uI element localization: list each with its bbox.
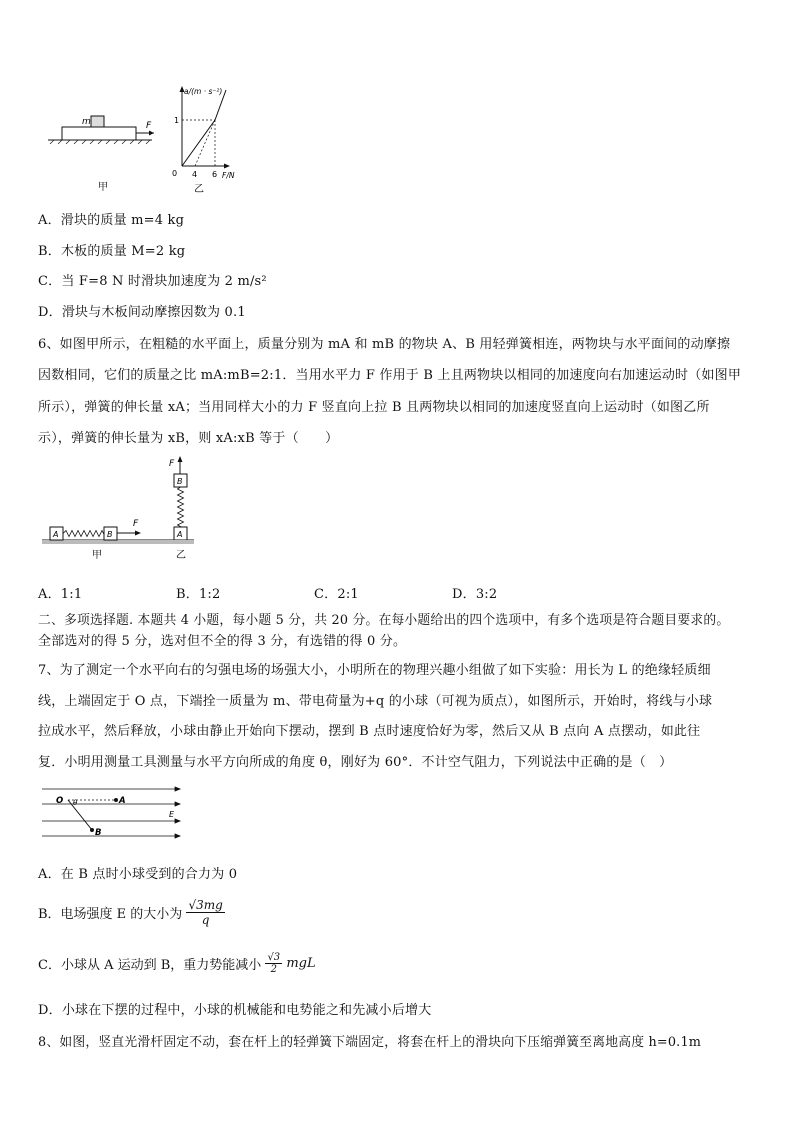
q6-option-c: C．2:1: [314, 587, 359, 602]
q6-text-line2: 因数相同，它们的质量之比 mA:mB=2:1．当用水平力 F 作用于 B 上且两物块以相同的加速度向右加速运动时（如图甲: [38, 368, 742, 383]
q7-option-b: [38, 898, 225, 927]
q5-option-a: A．滑块的质量 m=4 kg: [38, 213, 185, 228]
q7-option-c-suffix: mgL: [286, 956, 316, 971]
origin-label: 0: [172, 169, 178, 178]
spring-blocks-figure: [38, 452, 208, 570]
svg-text:O: O: [56, 796, 64, 806]
q6-text-line4: 示），弹簧的伸长量为 xB，则 xA:xB 等于（ ）: [38, 431, 339, 446]
x-axis-label: F/N: [222, 171, 235, 180]
q6-option-a: A．1:1: [38, 587, 83, 602]
q5-option-b: B．木板的质量 M=2 kg: [38, 244, 186, 259]
board-block-diagram: [48, 116, 154, 144]
q7-option-d: D．小球在下摆的过程中，小球的机械能和电势能之和先减小后增大: [38, 1003, 432, 1018]
q7-option-c-text: C．小球从 A 运动到 B，重力势能减小: [38, 958, 262, 973]
q7-text-line1: 7、为了测定一个水平向右的匀强电场的场强大小，小明所在的物理兴趣小组做了如下实验：用长为 L 的绝缘轻质细: [38, 663, 711, 678]
q6-text-line3: 所示），弹簧的伸长量 xA；当用同样大小的力 F 竖直向上拉 B 且两物块以相同的加速度竖直向上运动时（如图乙所: [38, 400, 710, 415]
q7-text-line2: 线，上端固定于 O 点，下端拴一质量为 m、带电荷量为+q 的小球（可视为质点），如图所示，开始时，将线与小球: [38, 694, 713, 709]
svg-text:θ: θ: [73, 799, 78, 807]
y-tick-1: 1: [174, 116, 180, 125]
acceleration-force-graph: [180, 86, 231, 169]
q7-option-c-numerator: √3: [267, 952, 281, 963]
q8-text-line1: 8、如图，竖直光滑杆固定不动，套在杆上的轻弹簧下端固定，将套在杆上的滑块向下压缩弹簧至离地高度 h=0.1m: [38, 1035, 702, 1050]
svg-text:B: B: [177, 477, 183, 486]
q6-option-b: B．1:2: [176, 587, 221, 602]
q6-option-d: D．3:2: [452, 587, 498, 602]
svg-text:甲: 甲: [92, 550, 102, 561]
svg-text:乙: 乙: [176, 550, 186, 561]
q7-option-c: [38, 952, 316, 975]
svg-text:E: E: [169, 810, 175, 819]
q5-option-d: D．滑块与木板间动摩擦因数为 0.1: [38, 305, 246, 320]
section2-heading-line2: 全部选对的得 5 分，选对但不全的得 3 分，有选错的得 0 分。: [38, 634, 407, 649]
q7-option-b-fraction: [186, 898, 224, 927]
svg-text:F: F: [169, 459, 175, 469]
q7-text-line3: 拉成水平，然后释放，小球由静止开始向下摆动，摆到 B 点时速度恰好为零，然后又从 B 点向 A 点摆动，如此往: [38, 724, 701, 739]
force-label-jia: F: [146, 121, 152, 131]
q5-option-c: C．当 F=8 N 时滑块加速度为 2 m/s²: [38, 274, 267, 289]
q6-text-line1: 6、如图甲所示，在粗糙的水平面上，质量分别为 mA 和 mB 的物块 A、B 用轻弹簧相连，两物块与水平面间的动摩擦: [38, 337, 731, 352]
mass-label: m: [82, 117, 91, 127]
svg-text:A: A: [177, 530, 183, 539]
jia-label: 甲: [98, 182, 108, 193]
q7-option-a: A．在 B 点时小球受到的合力为 0: [38, 867, 238, 882]
q7-option-c-denominator: 2: [270, 964, 277, 975]
yi-label: 乙: [194, 184, 204, 195]
q7-text-line4: 复．小明用测量工具测量与水平方向所成的角度 θ，刚好为 60°．不计空气阻力，下列说法中正确的是（ ）: [38, 755, 673, 770]
q7-option-c-fraction: [265, 952, 282, 975]
x-tick-4: 4: [192, 170, 198, 179]
top-figures: [40, 80, 260, 198]
svg-text:B: B: [95, 828, 102, 838]
svg-text:A: A: [53, 530, 59, 539]
pendulum-field-figure: [38, 784, 188, 842]
y-axis-label: a/(m · s⁻²): [184, 87, 223, 96]
svg-text:B: B: [107, 530, 113, 539]
svg-text:A: A: [119, 796, 126, 806]
q7-option-b-text: B．电场强度 E 的大小为: [38, 907, 183, 922]
x-tick-6: 6: [212, 170, 218, 179]
svg-text:F: F: [133, 519, 139, 529]
section2-heading-line1: 二、多项选择题. 本题共 4 小题，每小题 5 分，共 20 分。在每小题给出的四个选项中，有多个选项是符合题目要求的。: [38, 613, 730, 628]
q7-option-b-numerator: √3mg: [188, 898, 223, 912]
q7-option-b-denominator: q: [201, 913, 210, 927]
